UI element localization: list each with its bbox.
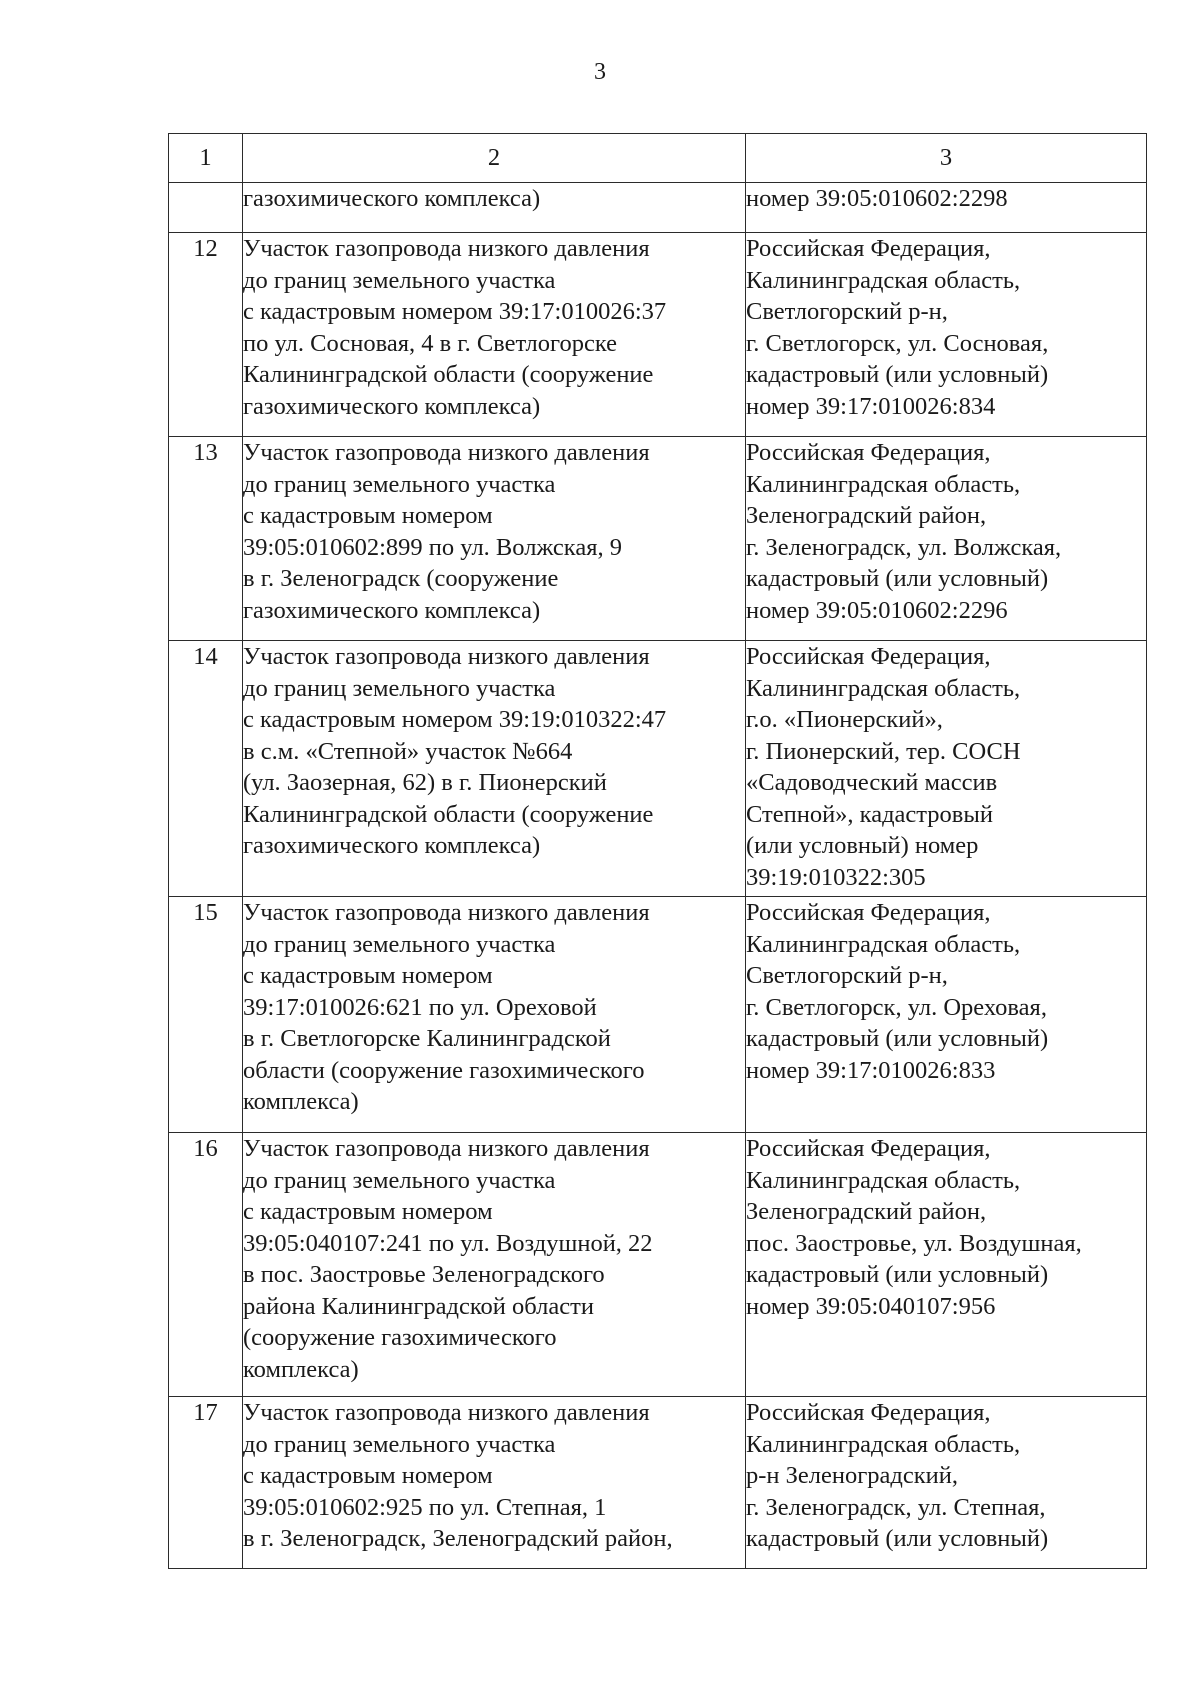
address-line: Российская Федерация, (746, 643, 991, 670)
column-header-2: 2 (243, 134, 746, 183)
object-description-cell (243, 233, 746, 437)
description-line: 39:05:010602:925 по ул. Степная, 1 (243, 1493, 607, 1521)
description-line: до границ земельного участка (243, 1166, 556, 1194)
address-line: номер 39:05:010602:2298 (746, 185, 1008, 212)
address-line: Калининградская область, (746, 266, 1021, 294)
address-line: Российская Федерация, (746, 1399, 991, 1426)
description-line: до границ земельного участка (243, 674, 556, 702)
description-line: Участок газопровода низкого давления (243, 1399, 650, 1426)
description-line: газохимического комплекса) (243, 832, 541, 859)
object-description-cell (243, 897, 746, 1133)
address-line: г. Светлогорск, ул. Сосновая, (746, 329, 1049, 357)
column-header-3: 3 (746, 134, 1147, 183)
table-header-row (169, 134, 1147, 183)
description-line: 39:05:040107:241 по ул. Воздушной, 22 (243, 1229, 653, 1257)
address-line: Степной», кадастровый (746, 800, 993, 828)
table-body (169, 134, 1147, 1569)
object-description-cell (243, 1133, 746, 1397)
address-line: г. Зеленоградск, ул. Волжская, (746, 533, 1062, 561)
address-line: (или условный) номер (746, 832, 979, 859)
object-address-cell (746, 1397, 1147, 1569)
address-line: Светлогорский р-н, (746, 962, 948, 989)
description-line: в г. Зеленоградск, Зеленоградский район, (243, 1525, 673, 1552)
description-line: Калининградской области (сооружение (243, 361, 654, 388)
description-line: до границ земельного участка (243, 1430, 556, 1458)
description-line: Участок газопровода низкого давления (243, 439, 650, 466)
table-row (169, 641, 1147, 897)
object-description-cell (243, 437, 746, 641)
table-row (169, 897, 1147, 1133)
description-line: 39:05:010602:899 по ул. Волжская, 9 (243, 533, 622, 561)
description-line: Участок газопровода низкого давления (243, 643, 650, 670)
page-number: 3 (594, 59, 606, 85)
address-line: кадастровый (или условный) (746, 1025, 1049, 1052)
register-table (168, 133, 1147, 1569)
description-line: в г. Светлогорске Калининградской (243, 1025, 611, 1052)
address-line: пос. Заостровье, ул. Воздушная, (746, 1229, 1082, 1257)
address-line: Зеленоградский район, (746, 1198, 987, 1225)
description-line: с кадастровым номером (243, 1198, 493, 1225)
description-line: с кадастровым номером (243, 1462, 493, 1489)
row-number: 17 (169, 1397, 243, 1569)
description-line: до границ земельного участка (243, 266, 556, 294)
address-line: Калининградская область, (746, 470, 1021, 498)
address-line: кадастровый (или условный) (746, 361, 1049, 388)
object-address-cell (746, 1133, 1147, 1397)
description-line: в с.м. «Степной» участок №664 (243, 737, 573, 765)
address-line: номер 39:17:010026:834 (746, 392, 996, 420)
description-line: с кадастровым номером (243, 962, 493, 989)
description-line: 39:17:010026:621 по ул. Ореховой (243, 993, 597, 1021)
description-line: газохимического комплекса) (243, 185, 541, 212)
table-row (169, 233, 1147, 437)
address-line: г. Пионерский, тер. СОСН (746, 737, 1021, 765)
address-line: кадастровый (или условный) (746, 1261, 1049, 1288)
description-line: с кадастровым номером 39:17:010026:37 (243, 298, 667, 325)
object-description-cell (243, 1397, 746, 1569)
address-line: номер 39:05:010602:2296 (746, 596, 1008, 624)
column-header-1: 1 (169, 134, 243, 183)
description-line: комплекса) (243, 1355, 359, 1383)
address-line: «Садоводческий массив (746, 769, 998, 796)
address-line: р-н Зеленоградский, (746, 1462, 959, 1489)
address-line: Российская Федерация, (746, 899, 991, 926)
row-number: 16 (169, 1133, 243, 1397)
table-row (169, 1133, 1147, 1397)
address-line: Российская Федерация, (746, 235, 991, 262)
address-line: Калининградская область, (746, 930, 1021, 958)
row-number: 15 (169, 897, 243, 1133)
address-line: Светлогорский р-н, (746, 298, 948, 325)
address-line: Калининградская область, (746, 1166, 1021, 1194)
description-line: (сооружение газохимического (243, 1324, 557, 1351)
description-line: Участок газопровода низкого давления (243, 235, 650, 262)
address-line: кадастровый (или условный) (746, 1525, 1049, 1552)
description-line: в г. Зеленоградск (сооружение (243, 565, 559, 592)
address-line: Российская Федерация, (746, 439, 991, 466)
description-line: с кадастровым номером (243, 502, 493, 529)
description-line: Калининградской области (сооружение (243, 800, 654, 828)
row-number: 13 (169, 437, 243, 641)
object-address-cell (746, 183, 1147, 233)
address-line: г.о. «Пионерский», (746, 706, 943, 733)
description-line: с кадастровым номером 39:19:010322:47 (243, 706, 667, 733)
address-line: Калининградская область, (746, 1430, 1021, 1458)
object-description-cell (243, 641, 746, 897)
table-row (169, 183, 1147, 233)
description-line: газохимического комплекса) (243, 392, 541, 420)
address-line: кадастровый (или условный) (746, 565, 1049, 592)
description-line: до границ земельного участка (243, 930, 556, 958)
row-number: 14 (169, 641, 243, 897)
description-line: газохимического комплекса) (243, 596, 541, 624)
object-address-cell (746, 437, 1147, 641)
description-line: комплекса) (243, 1088, 359, 1115)
row-number: 12 (169, 233, 243, 437)
address-line: номер 39:05:040107:956 (746, 1292, 996, 1320)
description-line: области (сооружение газохимического (243, 1056, 645, 1084)
table-row (169, 437, 1147, 641)
address-line: 39:19:010322:305 (746, 863, 926, 891)
address-line: г. Зеленоградск, ул. Степная, (746, 1493, 1046, 1521)
table-row (169, 1397, 1147, 1569)
description-line: до границ земельного участка (243, 470, 556, 498)
address-line: номер 39:17:010026:833 (746, 1056, 996, 1084)
object-address-cell (746, 233, 1147, 437)
address-line: г. Светлогорск, ул. Ореховая, (746, 993, 1047, 1021)
address-line: Зеленоградский район, (746, 502, 987, 529)
description-line: по ул. Сосновая, 4 в г. Светлогорске (243, 329, 618, 357)
description-line: Участок газопровода низкого давления (243, 1135, 650, 1162)
description-line: (ул. Заозерная, 62) в г. Пионерский (243, 769, 607, 796)
description-line: в пос. Заостровье Зеленоградского (243, 1261, 605, 1288)
address-line: Российская Федерация, (746, 1135, 991, 1162)
row-number (169, 183, 243, 233)
object-address-cell (746, 897, 1147, 1133)
object-description-cell (243, 183, 746, 233)
object-address-cell (746, 641, 1147, 897)
description-line: Участок газопровода низкого давления (243, 899, 650, 926)
address-line: Калининградская область, (746, 674, 1021, 702)
description-line: района Калининградской области (243, 1292, 594, 1320)
